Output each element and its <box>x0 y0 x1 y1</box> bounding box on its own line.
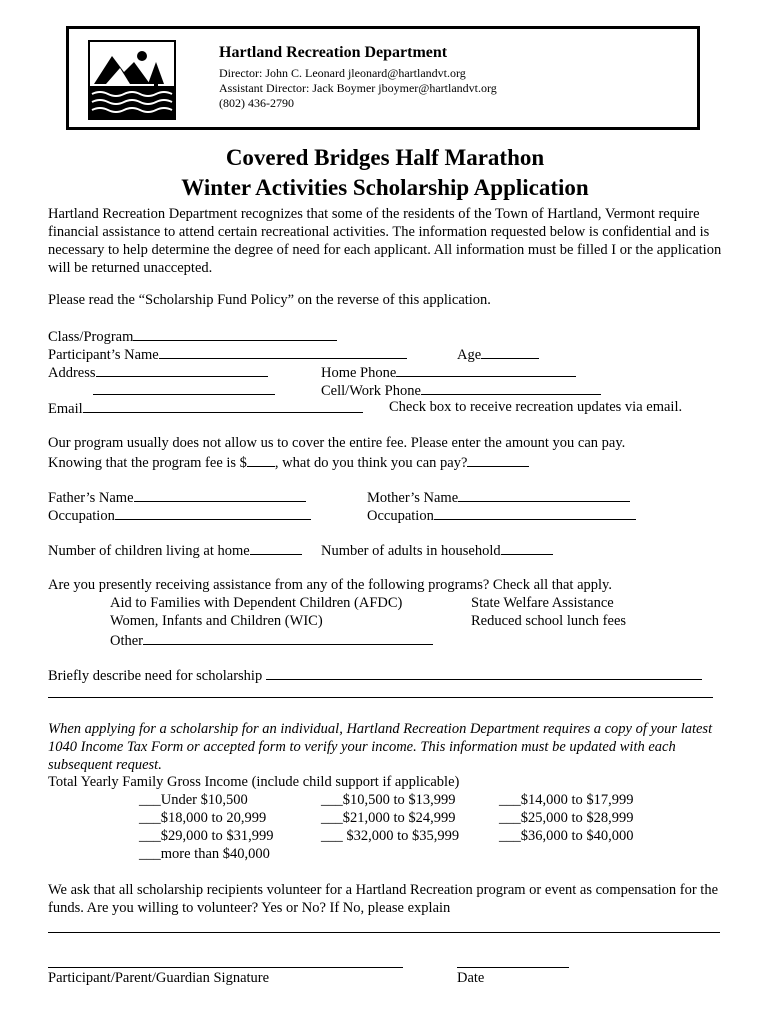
policy-note: Please read the “Scholarship Fund Policy” on the reverse of this application. <box>48 292 491 308</box>
cell-phone-label: Cell/Work Phone <box>321 383 421 399</box>
department-name: Hartland Recreation Department <box>219 44 448 61</box>
need-blank[interactable] <box>266 666 702 680</box>
afdc-option[interactable]: Aid to Families with Dependent Children (AFDC) <box>110 595 403 611</box>
income-option[interactable]: ___$18,000 to 20,999 <box>139 810 267 826</box>
fee-line1: Our program usually does not allow us to cover the entire fee. Please enter the amount you can pay. <box>48 435 626 451</box>
age-blank[interactable] <box>481 345 539 359</box>
state-welfare-option[interactable]: State Welfare Assistance <box>471 595 614 611</box>
income-label: Total Yearly Family Gross Income (include child support if applicable) <box>48 774 460 790</box>
income-option[interactable]: ___$25,000 to $28,999 <box>499 810 634 826</box>
father-occupation-field[interactable] <box>48 506 311 525</box>
income-option[interactable]: ___$36,000 to $40,000 <box>499 828 634 844</box>
mother-occupation-field[interactable] <box>367 506 636 525</box>
occupation1-label: Occupation <box>48 508 115 524</box>
need-field[interactable] <box>48 666 702 685</box>
email-field[interactable] <box>48 399 363 418</box>
address-line2-blank[interactable] <box>93 381 275 395</box>
director-line: Director: John C. Leonard jleonard@hartlandvt.org <box>219 66 466 80</box>
assistance-question: Are you presently receiving assistance from any of the following programs? Check all that apply. <box>48 577 612 593</box>
intro-paragraph: Hartland Recreation Department recognizes that some of the residents of the Town of Hartland, Vermont require financial assistance to attend certain recreational activities. The information requested below is confidential and is necessary to help determine the degree of need for each applicant. All information must be filled I or the application will be returned unaccepted. <box>48 206 722 276</box>
class-program-blank[interactable] <box>133 327 337 341</box>
age-field[interactable] <box>457 345 539 364</box>
address-blank[interactable] <box>96 363 268 377</box>
income-option[interactable]: ___$14,000 to $17,999 <box>499 792 634 808</box>
occupation1-blank[interactable] <box>115 506 311 520</box>
income-option[interactable]: ___ $32,000 to $35,999 <box>321 828 460 844</box>
volunteer-explain-line[interactable] <box>48 932 720 933</box>
email-blank[interactable] <box>83 399 363 413</box>
mother-blank[interactable] <box>458 488 630 502</box>
date-label: Date <box>457 970 485 986</box>
participant-name-field[interactable] <box>48 345 407 364</box>
other-label: Other <box>110 633 144 649</box>
income-option[interactable]: ___$29,000 to $31,999 <box>139 828 274 844</box>
tax-note: When applying for a scholarship for an individual, Hartland Recreation Department requires a copy of your latest 1040 Income Tax Form or accepted form to verify your income. This information must be updated with each subsequent request. <box>48 721 713 773</box>
cell-phone-field[interactable] <box>321 381 601 400</box>
program-fee-blank[interactable] <box>247 453 275 467</box>
other-field[interactable] <box>110 631 433 650</box>
can-pay-blank[interactable] <box>467 453 529 467</box>
age-label: Age <box>457 347 482 363</box>
need-label: Briefly describe need for scholarship <box>48 668 263 684</box>
assistant-line: Assistant Director: Jack Boymer jboymer@hartlandvt.org <box>219 81 497 95</box>
children-label: Number of children living at home <box>48 543 250 559</box>
other-blank[interactable] <box>143 631 433 645</box>
income-option[interactable]: ___$10,500 to $13,999 <box>321 792 456 808</box>
father-label: Father’s Name <box>48 490 134 506</box>
home-phone-blank[interactable] <box>396 363 576 377</box>
volunteer-paragraph: We ask that all scholarship recipients volunteer for a Hartland Recreation program or event as compensation for the funds. Are you willing to volunteer? Yes or No? If No, please explain <box>48 882 719 916</box>
signature-label: Participant/Parent/Guardian Signature <box>48 970 270 986</box>
home-phone-label: Home Phone <box>321 365 397 381</box>
email-updates-checkbox[interactable]: Check box to receive recreation updates via email. <box>389 399 683 415</box>
logo-icon <box>88 40 176 120</box>
address-field[interactable] <box>48 363 268 382</box>
date-line[interactable] <box>457 967 569 968</box>
adults-field[interactable] <box>321 541 553 560</box>
adults-blank[interactable] <box>501 541 553 555</box>
occupation2-label: Occupation <box>367 508 434 524</box>
home-phone-field[interactable] <box>321 363 576 382</box>
income-option[interactable]: ___$21,000 to $24,999 <box>321 810 456 826</box>
signature-line[interactable] <box>48 967 403 968</box>
occupation2-blank[interactable] <box>434 506 636 520</box>
mother-label: Mother’s Name <box>367 490 459 506</box>
father-blank[interactable] <box>134 488 306 502</box>
address-label: Address <box>48 365 96 381</box>
income-option[interactable]: ___Under $10,500 <box>139 792 248 808</box>
fee-line2[interactable] <box>48 453 529 472</box>
children-blank[interactable] <box>250 541 302 555</box>
class-program-field[interactable] <box>48 327 337 346</box>
income-option[interactable]: ___more than $40,000 <box>139 846 270 862</box>
page-title: Covered Bridges Half Marathon <box>225 145 545 170</box>
fee-label-b: , what do you think you can pay? <box>274 455 468 471</box>
class-program-label: Class/Program <box>48 329 134 345</box>
email-label: Email <box>48 401 83 417</box>
fee-label-a: Knowing that the program fee is $ <box>48 455 247 471</box>
lunch-option[interactable]: Reduced school lunch fees <box>471 613 627 629</box>
participant-name-label: Participant’s Name <box>48 347 159 363</box>
page-subtitle: Winter Activities Scholarship Application <box>181 175 589 200</box>
need-line-2[interactable] <box>48 697 713 698</box>
cell-phone-blank[interactable] <box>421 381 601 395</box>
children-field[interactable] <box>48 541 302 560</box>
adults-label: Number of adults in household <box>321 543 501 559</box>
address-line2-field[interactable] <box>93 381 275 400</box>
wic-option[interactable]: Women, Infants and Children (WIC) <box>110 613 323 629</box>
participant-name-blank[interactable] <box>159 345 407 359</box>
father-name-field[interactable] <box>48 488 306 507</box>
phone-line: (802) 436-2790 <box>219 96 294 110</box>
mother-name-field[interactable] <box>367 488 630 507</box>
